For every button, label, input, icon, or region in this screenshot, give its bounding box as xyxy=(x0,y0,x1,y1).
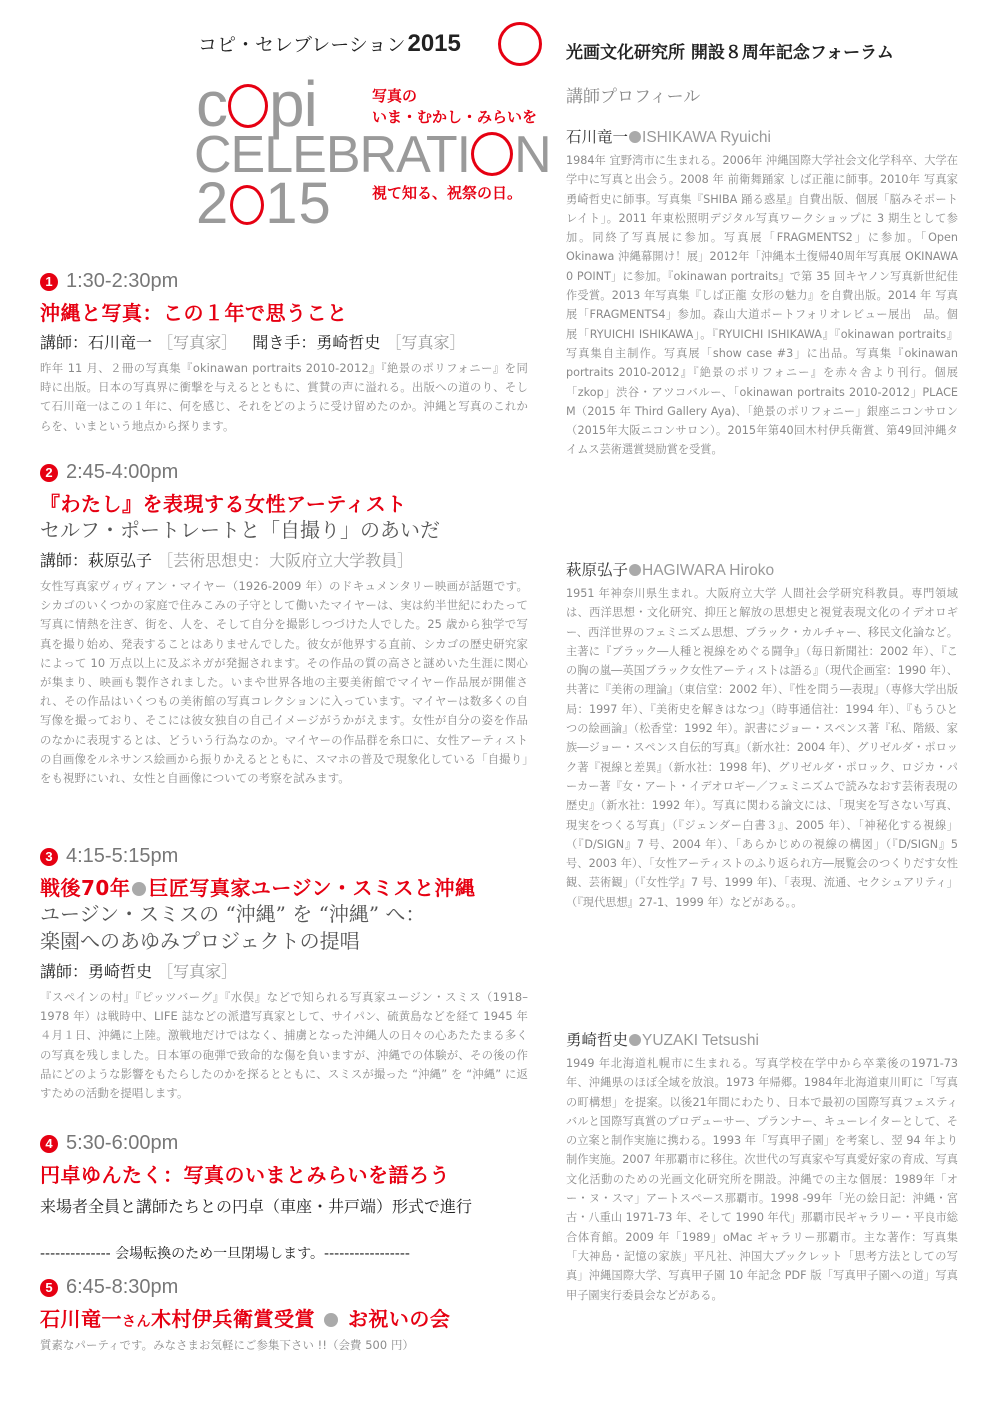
session-1 xyxy=(40,270,528,436)
bullet-dot-icon xyxy=(132,882,146,896)
title-part: さん xyxy=(122,1314,151,1330)
profile-name-jp: 萩原弘子 xyxy=(566,561,629,579)
logo-ring xyxy=(471,132,513,176)
tagline-1: 写真の xyxy=(372,87,418,105)
forum-title: 光画文化研究所 開設８周年記念フォーラム xyxy=(566,43,894,63)
bullet-dot-icon xyxy=(629,1034,641,1046)
logo-ring xyxy=(228,84,268,128)
session-description: 昨年 11 月、２冊の写真集『okinawan portraits 2010-2012』『絶景のポリフォニー』を同時に出版。日本の写真界に衝撃を与えるとともに、賞賛の声に溢れる。出版への道のり、そして石川竜一はこの１年に、何を感じ、それをどのように受け留めたのか。沖縄と写真のこれからを、いまという地点から探ります。 xyxy=(40,361,528,433)
session-format: 来場者全員と講師たちとの円卓（車座・井戸端）形式で進行 xyxy=(40,1197,473,1216)
time-text: 5:30-6:00pm xyxy=(66,1132,179,1154)
profile-name xyxy=(566,1028,958,1050)
logo-japanese-title xyxy=(198,30,461,58)
time-text: 6:45-8:30pm xyxy=(66,1276,179,1298)
profile-name-jp: 石川竜一 xyxy=(566,128,629,146)
title-part: 戦後70年 xyxy=(40,876,131,900)
logo-ring xyxy=(230,185,264,225)
number-badge-icon: 3 xyxy=(40,848,58,866)
lecturer-line xyxy=(40,330,528,353)
lecturer-role: ［写真家］ xyxy=(157,333,238,352)
session-title xyxy=(40,1303,528,1332)
tagline-3: 視て知る、祝祭の日。 xyxy=(372,184,523,202)
session-title: 円卓ゆんたく：写真のいまとみらいを語ろう xyxy=(40,1163,450,1187)
logo-text: c xyxy=(196,68,227,140)
profile-yuzaki xyxy=(566,1028,958,1305)
logo-text: CELEBRATI xyxy=(194,126,471,184)
title-part: 木村伊兵衛賞受賞 xyxy=(151,1307,315,1331)
interviewer-name: 聞き手：勇崎哲史 xyxy=(252,333,381,352)
bullet-dot-icon xyxy=(324,1313,338,1327)
session-subtitle: セルフ・ポートレートと「自撮り」のあいだ xyxy=(40,518,440,542)
lecturer-role: ［写真家］ xyxy=(157,962,238,981)
red-circle-mark xyxy=(498,22,542,66)
session-3 xyxy=(40,845,528,1103)
time-text: 1:30-2:30pm xyxy=(66,270,179,292)
profile-name-en: ISHIKAWA Ryuichi xyxy=(642,129,771,146)
session-time xyxy=(40,461,528,484)
session-subtitle: ユージン・スミスの “沖縄” を “沖縄” へ： xyxy=(40,902,426,926)
lecturer-name: 講師：勇崎哲史 xyxy=(40,962,153,981)
title-part: お祝いの会 xyxy=(347,1307,451,1331)
lecturer-name: 講師：萩原弘子 xyxy=(40,551,153,570)
lecturer-role: ［芸術思想史：大阪府立大学教員］ xyxy=(157,551,414,570)
profile-name-en: YUZAKI Tetsushi xyxy=(642,1032,759,1049)
session-2 xyxy=(40,461,528,788)
session-time xyxy=(40,270,528,293)
logo-year xyxy=(196,171,332,236)
number-badge-icon: 4 xyxy=(40,1135,58,1153)
session-5 xyxy=(40,1276,528,1355)
session-time xyxy=(40,1276,528,1299)
bullet-dot-icon xyxy=(629,131,641,143)
intermission-notice: -------------- 会場転換のため一旦閉場します。----------------- xyxy=(40,1246,410,1262)
lecturer-name: 講師：石川竜一 xyxy=(40,333,153,352)
session-time xyxy=(40,845,528,868)
logo-text: N xyxy=(514,126,551,184)
interviewer-role: ［写真家］ xyxy=(385,333,466,352)
profile-name xyxy=(566,125,958,147)
number-badge-icon: 5 xyxy=(40,1279,58,1297)
profile-body: 1984年 宜野湾市に生まれる。2006年 沖縄国際大学社会文化学科卒、大学在学中に写真と出会う。2008 年 前衛舞踊家 しば正龍に師事。2010年 写真家 勇崎哲史に師事。写真集『SHIBA 踊る惑星』自費出版、個展「脳みそポートレイト」。2011 年東松照明デジタル写真ワークショップに 3 期生として参加。同終了写真展に参加。写真展「FRAGMENTS2」に参加。「Open Okinawa 沖縄幕開け！展」2012年「沖縄本土復帰40周年写真展 OKINAWA 0 POINT」に参加。『okinawan portraits』で第 35 回キヤノン写真新世紀佳作受賞。2013 年写真集『しば正龍 女形の魅力』を自費出版。2014 年 写真展「FRAGMENTS4」参加。森山大道ポートフォリオレビュー展出 品。個 展「RYUICHI ISHIKAWA」。『RYUICHI ISHIKAWA』『okinawan portraits』写真集自主制作。写真展「show case #3」に出品。写真集『okinawan portraits 2010-2012』『絶景のポリフォニー』を赤々舎より刊行。個展「zkop」渋谷・アツコバルー、「okinawan portraits 2010-2012」PLACE M（2015 年 Third Gallery Aya)、「絶景のポリフォニー」銀座ニコンサロン（2015年大阪ニコンサロン）。2015年第40回木村伊兵衛賞、第49回沖縄タイムス芸術選賞奨励賞を受賞。 xyxy=(566,154,970,457)
lecturer-line xyxy=(40,959,528,982)
lecturer-line xyxy=(40,548,528,571)
tagline-2: いま・むかし・みらいを xyxy=(372,108,538,126)
logo-celebration xyxy=(194,126,551,184)
session-time xyxy=(40,1132,528,1155)
session-title: 『わたし』を表現する女性アーティスト xyxy=(40,492,407,516)
profile-heading: 講師プロフィール xyxy=(566,87,701,107)
session-description: 『スペインの村』『ピッツバーグ』『水俣』などで知られる写真家ユージン・スミス（1918–1978 年）は戦時中、LIFE 誌などの派遣写真家として、サイパン、硫黄島などを経て 1945 年４月１日、沖縄に上陸。激戦地だけではなく、捕虜となった沖縄人の日々の心あたたまる多くの写真を残しました。日本軍の砲弾で致命的な傷を負いますが、沖縄での体験が、その後の作品にどのような影響をもたらしたのかを探るとともに、スミスが撮った “沖縄” を “沖縄” に返すための活動を提唱します。 xyxy=(40,990,528,1101)
session-title xyxy=(40,872,528,901)
profile-name-en: HAGIWARA Hiroko xyxy=(642,562,775,579)
logo-text: 2 xyxy=(196,171,230,236)
title-part: 石川竜一 xyxy=(40,1307,122,1331)
session-title: 沖縄と写真：この１年で思うこと xyxy=(40,301,348,325)
profile-body: 1951 年神奈川県生まれ。大阪府立大学 人間社会学研究科教員。専門領域は、西洋思想・文化研究、抑圧と解放の思想史と視覚表現文化のイデオロギー、西洋世界のフェミニズム思想、ブラック・カルチャー、移民文化論など。主著に『ブラック―人種と視線をめぐる闘争』（毎日新聞社：2002 年）、『この胸の嵐―英国ブラック女性アーティストは語る』（現代企画室：1990 年）、共著に『美術の理論』（東信堂：2002 年）、『性を問う―表現』（専修大学出版局：1997 年）、『美術史を解きはなつ』（時事通信社：1994 年）、『もうひとつの絵画論』（松香堂：1992 年）。訳書にジョー・スペンス著『私、階級、家族―ジョー・スペンス自伝的写真』（新水社：2004 年）、グリゼルダ・ポロック著『視線と差異』（新水社：1998 年)、グリゼルダ・ポロック、ロジカ・パーカー著『女・アート・イデオロギー／フェミニズムで読みなおす芸術表現の歴史』（新水社：1992 年）。写真に関わる論文には、「現実を写さない写真、現実をつくる写真」（『ジェンダー白書３』、2005 年）、「神秘化する視線」（『D/SIGN』7 号、2004 年）、「あらかじめの視線の構図」（『D/SIGN』5 号、2003 年）、「女性アーティストのふり返られ方―展覧会のつくりだす女性観、芸術観」（『女性学』7 号、1999 年)、「表現、流通、セクシュアリティ」（『現代思想』27-1、1999 年）などがある。。 xyxy=(566,587,958,909)
time-text: 2:45-4:00pm xyxy=(66,461,179,483)
profile-ishikawa xyxy=(566,125,970,460)
logo-jp-year: 2015 xyxy=(407,30,461,57)
session-description: 質素なパーティです。みなさまお気軽にご参集下さい !!（会費 500 円） xyxy=(40,1338,414,1352)
logo-jp-text: コピ・セレブレーション xyxy=(198,34,406,56)
session-description: 女性写真家ヴィヴィアン・マイヤー（1926-2009 年）のドキュメンタリー映画が話題です。シカゴのいくつかの家庭で住みこみの子守として働いたマイヤーは、実は約半世紀にわたって写真に情熱を注ぎ、街を、人を、そして自分を撮影しつづけた人でした。25 歳から独学で写真を撮り始め、発表することはありませんでした。彼女が他界する直前、シカゴの歴史研究家によって 10 万点以上に及ぶネガが発掘されます。その作品の質の高さと謎めいた生涯に関心が集まり、映画も製作されました。いまや世界各地の主要美術館でマイヤー作品展が開催され、その作品はいくつもの美術館の写真コレクションに入っています。マイヤーは数多くの自写像を撮っており、そこには彼女独自の自己イメージがうかがえます。女性が自分の姿を作品のなかに表現するとは、どういう行為なのか。マイヤーの作品群を糸口に、女性アーティストの自画像をルネサンス絵画から振りかえるとともに、スマホの普及で現象化している「自撮り」をも視野にいれ、女性と自画像についての考察を試みます。 xyxy=(40,579,528,786)
number-badge-icon: 2 xyxy=(40,464,58,482)
time-text: 4:15-5:15pm xyxy=(66,845,179,867)
session-subtitle: 楽園へのあゆみプロジェクトの提唱 xyxy=(40,929,360,953)
profile-name-jp: 勇崎哲史 xyxy=(566,1031,629,1049)
bullet-dot-icon xyxy=(629,564,641,576)
title-part: 巨匠写真家ユージン・スミスと沖縄 xyxy=(148,876,476,900)
profile-body: 1949 年北海道札幌市に生まれる。写真学校在学中から卒業後の1971-73 年、沖縄県のほぼ全域を放浪。1973 年帰郷。1984年北海道東川町に「写真の町構想」を提案。以後21年間にわたり、日本で最初の国際写真フェスティバルと国際写真賞のプロデューサー、プランナー、キューレイターとして、その立案と制作実施に携わる。1993 年「写真甲子園」を考案し、翌 94 年より制作実施。2007 年那覇市に移住。次世代の写真家や写真愛好家の育成、写真文化活動のための光画文化研究所を開設。沖縄での主な個展：1989年「オー・ヌ・スマ」アートスペース那覇市。1998 -99年「光の絵日記：沖縄・宮古・八重山 1971-73 年、そして 1990 年代」那覇市民ギャラリー・平良市総合体育館。2009 年「1989」oMac ギャラリー那覇市。主な著作：写真集「大神島・記憶の家族」平凡社、沖国大ブックレット「思考方法としての写真」沖縄国際大学、写真甲子園 10 年記念 PDF 版「写真甲子園への道」写真甲子園実行委員会などがある。 xyxy=(566,1057,958,1302)
profile-name xyxy=(566,558,958,580)
number-badge-icon: 1 xyxy=(40,273,58,291)
logo-text: 15 xyxy=(265,171,332,236)
profile-hagiwara xyxy=(566,558,958,912)
session-4 xyxy=(40,1132,528,1217)
logo-text: pi xyxy=(269,68,317,140)
